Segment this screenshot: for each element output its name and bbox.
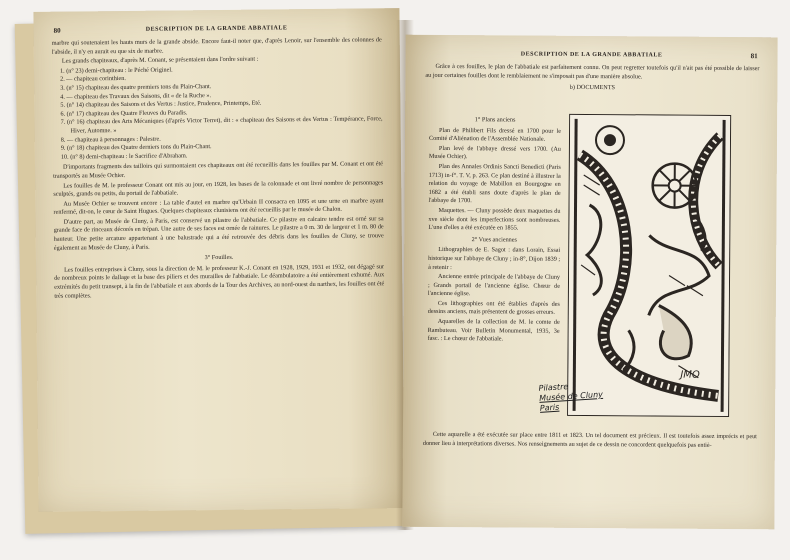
right-intro: Grâce à ces fouilles, le plan de l'abbatiale est parfaitement connu. On peut regretter toutefois qu'il n'ait pas été possible de laisser au jour certaines fouilles dont le remblaiement ne s'imposait pas d'une manière absolue. (425, 62, 760, 80)
right-page (402, 35, 777, 530)
capital-item: 10. (n° 8) demi-chapiteau : le Sacrifice d'Abraham. (60, 152, 188, 161)
caption-line: Pilastre (538, 382, 569, 393)
section-heading-fouilles: 3° Fouilles. (204, 254, 234, 262)
paragraph-fouilles: Les fouilles entreprises à Cluny, sous la direction de M. le professeur K.-J. Conant en 1928, 1929, 1931 et 1932, ont dégagé sur de nombreux points le dallage et la base des piliers et des murailles de l'abbatiale. Le déambulatoire a été entièrement exhumé. Aux extrémités du petit transept, à la fin de l'abbatiale et aux abords de la Tour des Archives, au nord-ouest du narthex, les fouilles ont été très complètes. (54, 263, 385, 300)
capital-item: 9. (n° 18) chapiteau des Quatre derniers tons du Plain-Chant. (60, 143, 212, 152)
plan-entry: Maquettes. — Cluny possède deux maquettes du xve siècle dont les imperfections sont nombreuses. L'une d'elles a été exécutée en 1855. (428, 206, 561, 232)
plan-entry: Plan levé de l'abbaye dressé vers 1700. (Au Musée Ochier). (428, 144, 561, 161)
artist-signature: JMO (680, 369, 700, 381)
capital-item: 6. (n° 17) chapiteau des Quatre Fleuves du Paradis. (60, 109, 188, 118)
right-page-number: 81 (750, 52, 758, 61)
capital-item: 1. (n° 23) demi-chapiteau : le Péché Originel. (59, 66, 173, 75)
vue-entry: Ancienne entrée principale de l'abbaye de Cluny ; Grands portail de l'ancienne église. Chœur de l'ancienne église. (427, 273, 561, 298)
capital-item: 3. (n° 15) chapiteau des quatre premiers tons du Plain-Chant. (60, 83, 212, 92)
vues-heading: 2° Vues anciennes (471, 235, 517, 244)
caption-line: Musée de Cluny (538, 389, 604, 403)
capital-item: 2. — chapiteau corinthien. (60, 75, 126, 84)
documents-heading: b) DOCUMENTS (569, 84, 615, 92)
left-running-head: DESCRIPTION DE LA GRANDE ABBATIALE (145, 25, 288, 33)
closing-paragraph: Cette aquarelle a été exécutée sur place entre 1811 et 1823. Un tel document est précieux. Il est toutefois assez imprécis et peut donner lieu à interprétations diverses. Nos renseignements au sujet de ce dessin ne concordent quelquefois pas entiè- (422, 430, 757, 449)
figure-caption (538, 380, 604, 414)
capitals-intro: Les grands chapiteaux, d'après M. Conant, se présentaient dans l'ordre suivant : (61, 55, 259, 65)
caption-line: Paris (539, 402, 560, 413)
right-column-text (428, 113, 562, 346)
carved-pilaster-drawing-icon (568, 115, 730, 416)
vue-entry: Ces lithographies ont été établies d'après des dessins anciens, mais présentent de grosses erreurs. (427, 299, 560, 317)
paragraph: D'autre part, au Musée de Cluny, à Paris, est conservé un pilastre de l'abbatiale. Ce pilastre en calcaire tendre est orné sur sa grande face de rinceaux décorés en trépan. Une autre de ses faces est ornée de rainures. Le pilastre a 0 m. 30 de largeur et 1 m. 80 de hauteur. Une petite arcature appartenant à une balustrade qui a été retrouvée des débris dans les fouilles de Cluny, se trouve également au Musée de Cluny, à Paris. (53, 215, 384, 252)
capital-item: 4. — chapiteau des Travaux des Saisons, dit « de la Ruche ». (60, 91, 212, 101)
capitals-list (60, 64, 383, 162)
capital-item: 7. (n° 16) chapiteau des Arts Mécaniques (d'après Victor Terret), dit : « chapiteau des Saisons et des Vertus : Tempérance, Force, Hiver, Automne. » (60, 115, 383, 135)
left-page-body (52, 36, 385, 302)
capital-item: 8. — chapiteau à personnages : Palestre. (60, 135, 161, 144)
left-page-number: 80 (53, 26, 61, 35)
left-intro: marbre qui soutenaient les hauts murs de la grande abside. Encore faut-il noter que, d'après Lenoir, sur l'ensemble des colonnes de l'abside, il n'y en aurait eu que six de marbre. (51, 36, 382, 56)
right-intro-block (425, 63, 759, 96)
plans-heading: 1° Plans anciens (474, 116, 516, 124)
left-page (33, 8, 404, 512)
right-closing-text (423, 431, 757, 452)
paragraph: Au Musée Ochier se trouvent encore : La table d'autel en marbre qu'Urbain II consacra en 1095 et une urne en marbre ayant renfermé, dit-on, le cœur de Saint Hugues. Quelques chapiteaux clunisiens ont été recueillis par le musée de Chalon. (53, 196, 384, 217)
pilaster-figure (567, 114, 731, 417)
paragraph: Les fouilles de M. le professeur Conant ont mis au jour, en 1928, les bases de la colonnade et ont livré nombre de personnages sculptés, grands ou petits, du portail de l'abbatiale. (53, 178, 384, 198)
capital-item: 5. (n° 14) chapiteau des Saisons et des Vertus : Justice, Prudence, Printemps, Eté. (60, 99, 262, 109)
paragraph: D'importants fragments des tailloirs qui surmontaient ces chapiteaux ont été recueillis dans les fouilles par M. Conant et ont été transportés au Musée Ochier. (53, 160, 384, 180)
plan-entry: Plan de Philibert Fils dressé en 1700 pour le Comité d'Aliénation de l'Assemblée Nationale. (428, 126, 562, 143)
right-running-head: DESCRIPTION DE LA GRANDE ABBATIALE (520, 51, 663, 59)
vue-entry: Lithographies de E. Sagot : dans Lorain, Essai historique sur l'abbaye de Cluny ; in-8°, Dijon 1839 ; à retenir : (428, 246, 561, 271)
plan-entry: Plan des Annales Ordinis Sancti Benedicti (Paris 1713) in-f°. T. V, p. 263. Ce plan destiné à illustrer la relation du voyage de Mabillon en Bourgogne en 1682 a été établi sans doute d'après le plan de l'abbaye de 1700. (428, 162, 561, 205)
vue-entry: Aquarelles de la collection de M. le comte de Rambuteau. Voir Bulletin Monumental, 1935, 3e fasc. : Le chœur de l'abbatiale. (427, 318, 560, 343)
